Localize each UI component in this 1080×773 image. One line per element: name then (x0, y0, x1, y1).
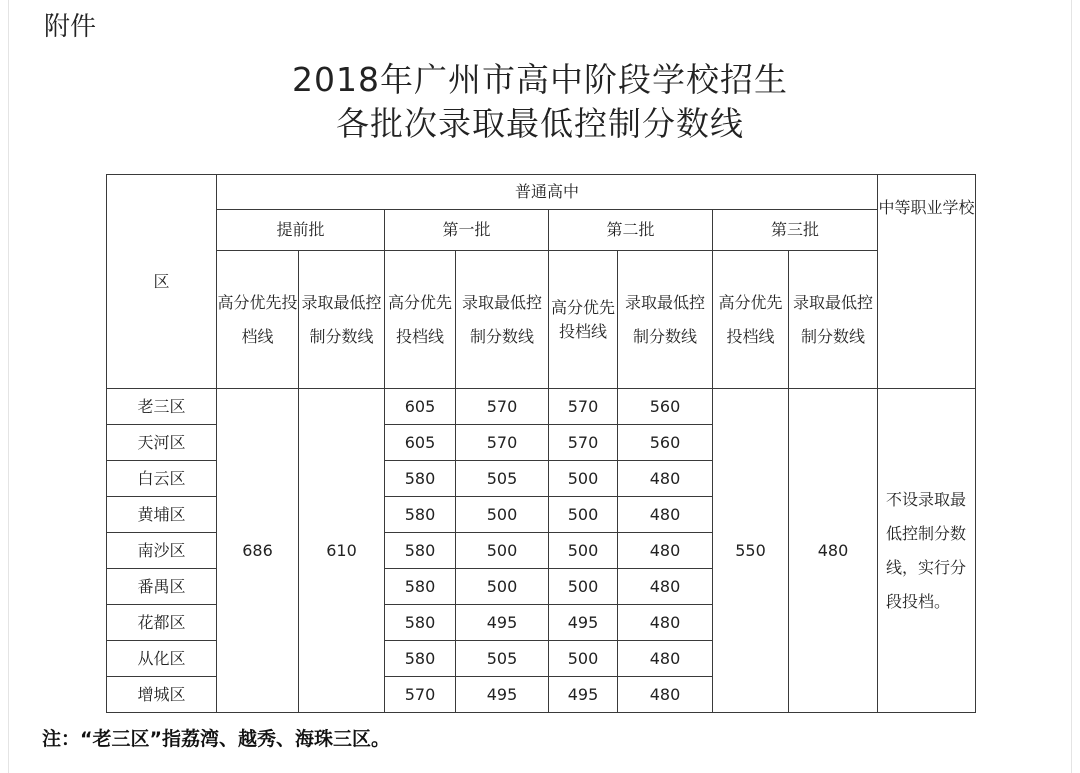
second-min-cell: 480 (618, 605, 713, 641)
first-min-line-header: 录取最低控制分数线 (456, 251, 549, 389)
first-high-cell: 580 (385, 533, 456, 569)
third-min-line-header: 录取最低控制分数线 (789, 251, 878, 389)
district-cell: 花都区 (107, 605, 217, 641)
second-high-cell: 570 (549, 389, 618, 425)
district-cell: 番禺区 (107, 569, 217, 605)
third-high-priority-value: 550 (713, 389, 789, 713)
second-min-cell: 480 (618, 497, 713, 533)
advance-min-line-header: 录取最低控制分数线 (299, 251, 385, 389)
first-high-priority-header: 高分优先投档线 (385, 251, 456, 389)
district-cell: 老三区 (107, 389, 217, 425)
district-cell: 天河区 (107, 425, 217, 461)
batch-header-third: 第三批 (713, 210, 878, 251)
attachment-label: 附件 (44, 12, 97, 42)
second-min-cell: 560 (618, 425, 713, 461)
second-high-cell: 495 (549, 677, 618, 713)
second-high-cell: 500 (549, 461, 618, 497)
first-min-cell: 500 (456, 497, 549, 533)
second-high-cell: 500 (549, 533, 618, 569)
score-table (106, 174, 976, 713)
district-cell: 白云区 (107, 461, 217, 497)
footnote: 注：“老三区”指荔湾、越秀、海珠三区。 (42, 728, 390, 750)
second-min-line-header: 录取最低控制分数线 (618, 251, 713, 389)
second-min-cell: 480 (618, 533, 713, 569)
second-high-cell: 500 (549, 497, 618, 533)
first-min-cell: 505 (456, 461, 549, 497)
first-high-cell: 580 (385, 641, 456, 677)
second-min-cell: 560 (618, 389, 713, 425)
district-cell: 从化区 (107, 641, 217, 677)
vocational-note: 不设录取最低控制分数线，实行分段投档。 (878, 389, 976, 713)
advance-min-line-value: 610 (299, 389, 385, 713)
district-cell: 增城区 (107, 677, 217, 713)
batch-header-advance: 提前批 (217, 210, 385, 251)
first-min-cell: 505 (456, 641, 549, 677)
first-high-cell: 580 (385, 569, 456, 605)
second-min-cell: 480 (618, 641, 713, 677)
second-high-cell: 500 (549, 641, 618, 677)
first-min-cell: 500 (456, 533, 549, 569)
advance-high-priority-value: 686 (217, 389, 299, 713)
title-line-2: 各批次录取最低控制分数线 (336, 104, 744, 143)
district-header: 区 (107, 175, 217, 389)
advance-high-priority-header: 高分优先投档线 (217, 251, 299, 389)
first-high-cell: 580 (385, 497, 456, 533)
first-min-cell: 495 (456, 605, 549, 641)
district-cell: 南沙区 (107, 533, 217, 569)
batch-header-second: 第二批 (549, 210, 713, 251)
vocational-school-header: 中等职业学校 (878, 175, 976, 389)
first-min-cell: 500 (456, 569, 549, 605)
district-cell: 黄埔区 (107, 497, 217, 533)
second-high-cell: 570 (549, 425, 618, 461)
first-high-cell: 580 (385, 461, 456, 497)
batch-header-first: 第一批 (385, 210, 549, 251)
second-min-cell: 480 (618, 677, 713, 713)
first-min-cell: 570 (456, 425, 549, 461)
second-high-cell: 495 (549, 605, 618, 641)
first-min-cell: 495 (456, 677, 549, 713)
general-high-school-header: 普通高中 (217, 175, 878, 210)
second-high-priority-header: 高分优先投档线 (549, 251, 618, 389)
third-min-line-value: 480 (789, 389, 878, 713)
first-high-cell: 580 (385, 605, 456, 641)
first-high-cell: 570 (385, 677, 456, 713)
third-high-priority-header: 高分优先投档线 (713, 251, 789, 389)
first-high-cell: 605 (385, 425, 456, 461)
second-min-cell: 480 (618, 461, 713, 497)
title-line-1: 2018年广州市高中阶段学校招生 (292, 60, 788, 99)
first-high-cell: 605 (385, 389, 456, 425)
second-high-cell: 500 (549, 569, 618, 605)
table-row (107, 389, 976, 425)
second-min-cell: 480 (618, 569, 713, 605)
first-min-cell: 570 (456, 389, 549, 425)
